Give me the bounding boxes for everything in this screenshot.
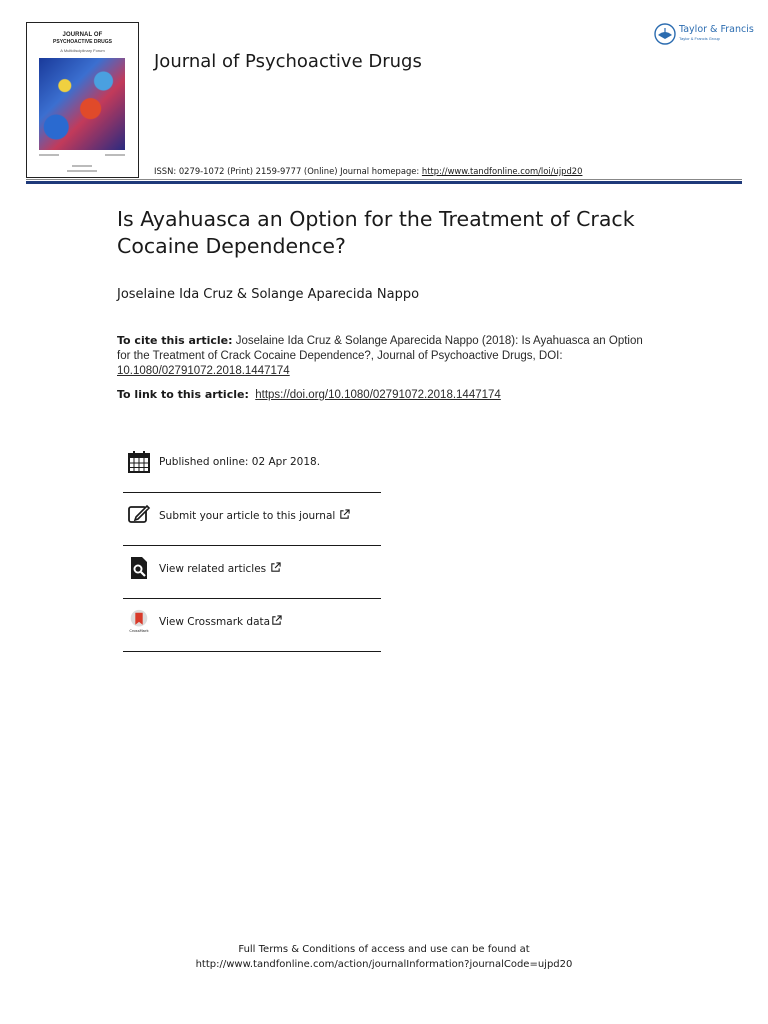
- footer-line1: Full Terms & Conditions of access and use can be found at: [238, 944, 530, 955]
- issn-text: ISSN: 0279-1072 (Print) 2159-9777 (Online) Journal homepage:: [154, 166, 422, 176]
- cover-decoration: [39, 154, 59, 156]
- crossmark-logo-text: CrossMark: [129, 629, 149, 633]
- citation-label: To cite this article:: [117, 334, 233, 347]
- edit-icon: [127, 503, 151, 527]
- crossmark-icon: [127, 609, 151, 633]
- external-link-icon: [271, 615, 282, 626]
- cover-subtitle: A Multidisciplinary Forum: [60, 48, 105, 53]
- submit-article-label: Submit your article to this journal: [159, 510, 336, 522]
- crossmark-label: View Crossmark data: [159, 616, 271, 628]
- article-link-line: [117, 388, 501, 401]
- article-title: Is Ayahuasca an Option for the Treatment of Crack Cocaine Dependence?: [117, 207, 635, 258]
- article-link-label: To link to this article:: [117, 388, 249, 401]
- document-search-icon: [127, 556, 151, 580]
- issn-line: [154, 166, 582, 176]
- header-divider-thin: [26, 179, 742, 180]
- submit-article-row[interactable]: [123, 493, 381, 546]
- header-divider-thick: [26, 181, 742, 184]
- calendar-icon: [127, 450, 151, 474]
- cover-artwork: [39, 58, 125, 150]
- journal-title: Journal of Psychoactive Drugs: [154, 51, 422, 72]
- cover-title-line1: JOURNAL OF: [62, 32, 103, 38]
- cover-decoration: [105, 154, 125, 156]
- citation-text: Joselaine Ida Cruz & Solange Aparecida Nappo (2018): Is Ayahuasca an Option for the Treatment of Crack Cocaine Dependence?, Journal of Psychoactive Drugs, DOI:: [117, 335, 643, 362]
- crossmark-row[interactable]: [123, 599, 381, 652]
- submit-article-link[interactable]: [159, 509, 350, 522]
- publisher-logo[interactable]: [654, 22, 754, 48]
- journal-homepage-link[interactable]: http://www.tandfonline.com/loi/ujpd20: [421, 166, 583, 176]
- related-articles-link[interactable]: [159, 562, 281, 575]
- published-online-text: Published online: 02 Apr 2018.: [159, 456, 321, 468]
- external-link-icon: [270, 562, 281, 573]
- article-authors: Joselaine Ida Cruz & Solange Aparecida Nappo: [117, 287, 420, 302]
- cover-decoration: [67, 170, 97, 172]
- related-articles-row[interactable]: [123, 546, 381, 599]
- publisher-name: Taylor & Francis: [679, 24, 754, 35]
- article-links-box: [123, 440, 381, 652]
- related-articles-label: View related articles: [159, 563, 267, 575]
- article-doi-link[interactable]: https://doi.org/10.1080/02791072.2018.1447174: [255, 389, 501, 401]
- journal-cover-image: [26, 22, 139, 178]
- citation-block: [117, 333, 647, 379]
- published-online-row: [123, 440, 381, 493]
- taylor-francis-icon: [654, 23, 676, 45]
- cover-title-line2: PSYCHOACTIVE DRUGS: [53, 39, 112, 45]
- footer-terms: [0, 942, 768, 972]
- publisher-subname: Taylor & Francis Group: [679, 36, 720, 41]
- footer-terms-link[interactable]: http://www.tandfonline.com/action/journalInformation?journalCode=ujpd20: [195, 959, 573, 970]
- cover-decoration: [72, 165, 92, 167]
- external-link-icon: [339, 509, 350, 520]
- citation-doi-link[interactable]: 10.1080/02791072.2018.1447174: [117, 365, 290, 377]
- crossmark-link[interactable]: [159, 615, 282, 628]
